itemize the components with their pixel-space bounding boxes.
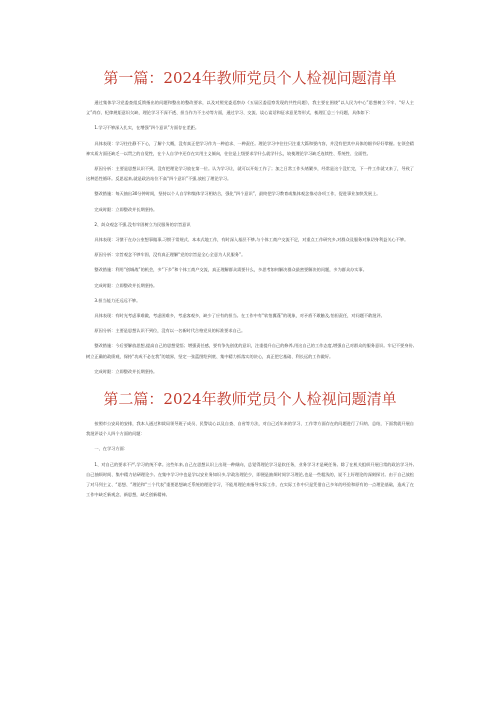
section-1-title: 第一篇：2024年教师党员个人检视问题清单 bbox=[103, 69, 397, 87]
paragraph: 3.担当能力还远远不够。 bbox=[94, 297, 141, 303]
paragraph: 整改措施：利用“创城战”的机会，多“下乡”和个体工商户交流，真正理解群众需要什么，多思考如何解决群众最密要解决的问题，多为群众办实事。 bbox=[94, 267, 367, 273]
section-1-body bbox=[86, 98, 414, 377]
paragraph: 完成时限：立即整改并长期坚持。 bbox=[94, 206, 158, 212]
paragraph: 原因分析：宗旨观念不够牢固，没有真正理解“党的宗旨是全心全意为人民服务”。 bbox=[94, 252, 246, 258]
paragraph: 具体表现：有时光考虑事难做，考虑困难多，考虑客观多，缺少了应有的担当。在工作中有“软怕翼蓬”的现象，对矛盾不敢触及,怕担责任，对问题不敢批评。 bbox=[94, 313, 385, 319]
paragraph: 完成时限：立即整改并长期坚持。 bbox=[94, 282, 158, 288]
section-2-body bbox=[86, 419, 414, 500]
paragraph: 原因分析：主要是思想认识不到位，没有以一名新时代合格党员的标准要求自己。 bbox=[94, 328, 246, 334]
paragraph: 整改措施：每天抽出30分钟时间，坚持以个人自学和集体学习相结合，强化“四个意识”，最终把学习教育或集体观念推动各项工作，促进事业加快发展上。 bbox=[94, 191, 381, 197]
paragraph: 完成时限：立即整改并长期坚持。 bbox=[94, 368, 158, 374]
paragraph: 具体表现：学习往往静不下心，了解个大概，没有真正把学习作为一种追求、一种责任。理论学习中往往只注重大篇和要内容，并没有把其中具体的细节好好掌握。在领会精神实质方面还缺乏一以贯之的自觉性，在个人自学中还存在实用主义倾向，往往是上级要求学什么就学什么，较使理论学习缺乏连续性、系统性、全面性。 bbox=[86, 140, 414, 156]
paragraph: 1、对自己的要求不严,学习的统不拿。这些年来,自己在思想认识上出现一种倾向，总觉得理论学习是软任务，业务学习才是硬任务。除了在机关组织开展日常的政治学习外,自己抽烦时间、集中精力钻研理论少。在集中学习中也是学以安业务知识多,学政治理论少，即便是抽烦时间学习理论,也是一些粗浅的，说不上好理论的深刻探讨。由于自己放松了对马列主义、“思想、“理论和“三个代表”重要思想缺乏系统的理论学习，不能用理论来指导实际工作，在实际工作中只是凭借自己多年的经验和原有的一点理论基础，造成了在工作中缺乏新观念、新思想，缺乏创新精神。 bbox=[86, 461, 414, 498]
paragraph: 整改措施：今后要解放思想,提高自己的思想觉悟；增强责任感，要有争先创优的意识，注重提升自己的修养,用这自己的工作态度,增强自己对群众的服务意识。牢记不要身份,树立正确的政绩观，保持“功成不必在我”的境界，坚定一张蓝图绘到底、集中精力抓落实的决心，真正把它基础、利长远的工作做好。 bbox=[86, 343, 414, 359]
paragraph: 通过集体学习党委查组反馈指出的问题和整出的整改要求，以及对照党委巡察办《五届区委巡察发现的共性问题》，我主要在围绕“以人民为中心”思想树立不牢、“好人主义”尚存、纪律规矩意识欠缺、理论学习不深不透、担当作为不主动等方面，通过学习、交流、谈心谈话和征求意见等形式，梳理汇总三个问题，具体如下： bbox=[86, 100, 414, 116]
paragraph: 一、在学习方面： bbox=[94, 446, 128, 452]
paragraph: 按照市公安局的安排，我本人通过和裁局领导班子成员、民警谈心以及自查、自省等方法，对自己近年来的学习、工作等方面存在的问题进行了归纳、总结，下面我就开展自我批评谈个人四个方面的问题： bbox=[86, 421, 414, 437]
paragraph: 2、纠众观念不强,没有牢固树立为民服务的宗旨意识 bbox=[94, 221, 191, 227]
paragraph: 原因分析：主要是思想认识不到，没有把理论学习放在第一位。认为学习让，就可以开始工作了；加之日常工作头绪繁多，经常是这个没忙完，下一件工作就又来了，导致了这种恶性循环。反思起来,就是政治站位不高“四个意识”不强,放松了理论学习。 bbox=[86, 166, 414, 182]
section-2-title: 第二篇：2024年教师党员个人检视问题清单 bbox=[103, 390, 397, 409]
paragraph: 具体表现：习惯于在办公室想事做事,习惯于常规式、本本式地工作，有时深入基层不够,与个体工商户交流不足，对重点工作研究多,对群众及服务对象切身利益关心不够。 bbox=[94, 237, 409, 243]
paragraph: 1.学习不够深入扎实，在增强“四个意识”方面存在差距。 bbox=[94, 125, 200, 131]
